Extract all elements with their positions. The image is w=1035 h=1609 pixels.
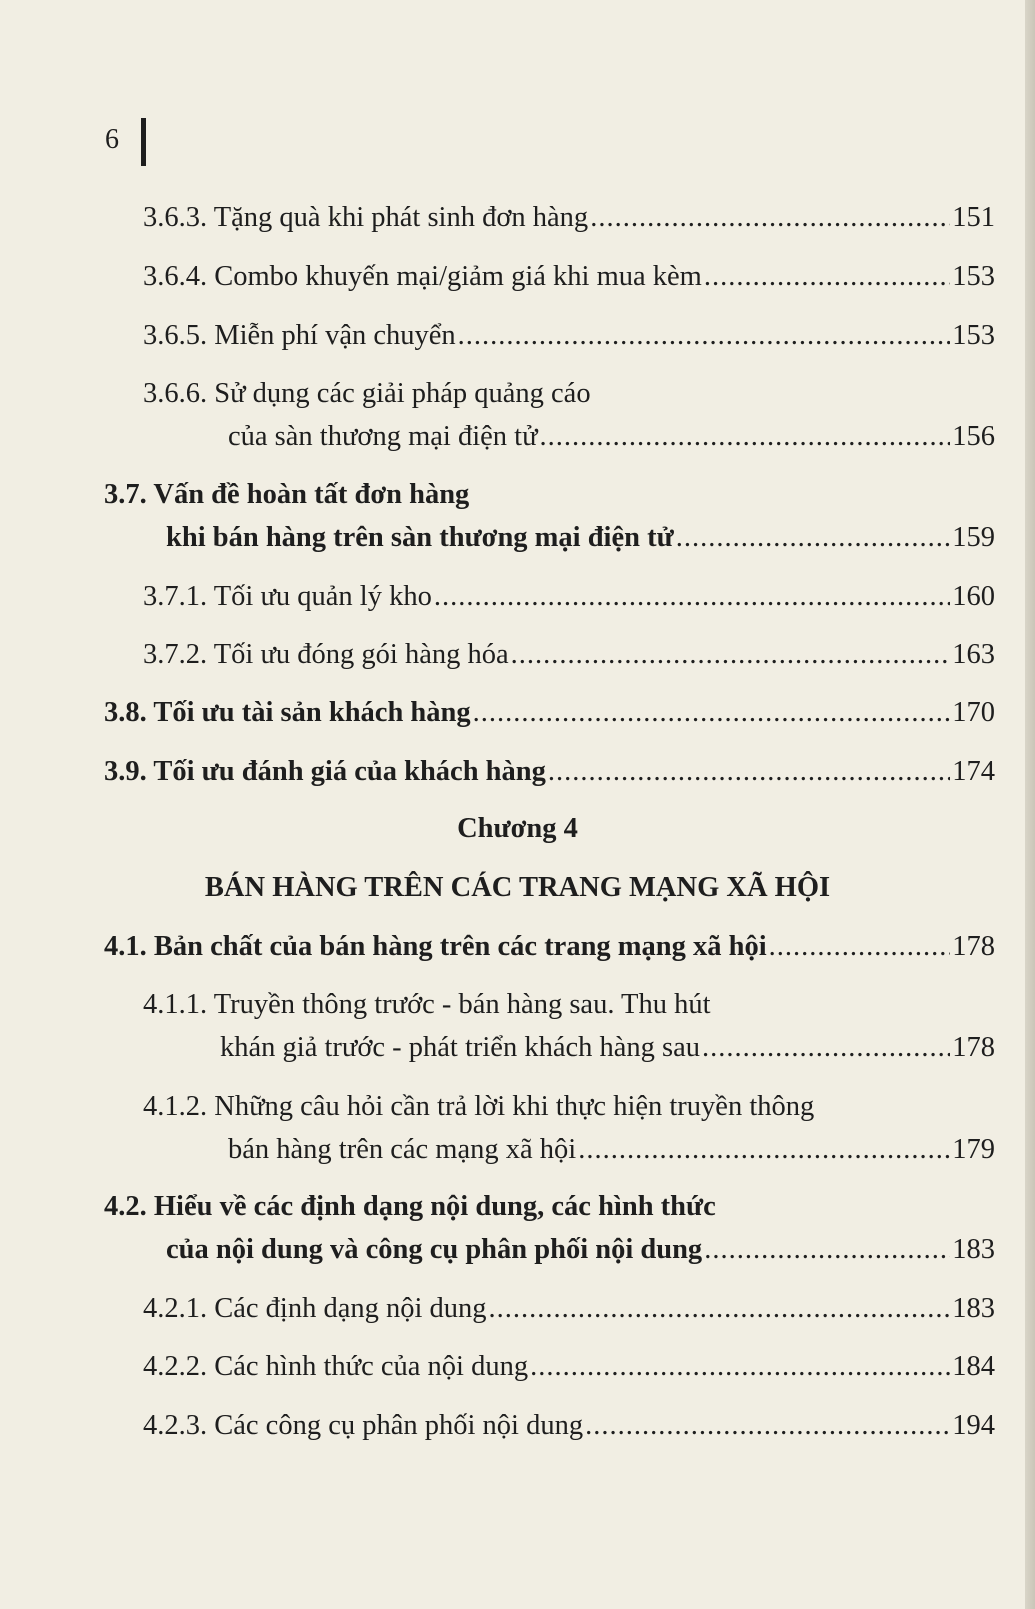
toc-entry-3-7-line1[interactable]	[104, 479, 469, 511]
entry-number: 4.2.	[104, 1191, 147, 1222]
chapter-label: Chương 4	[457, 813, 578, 844]
toc-entry-4-2-1[interactable]	[143, 1293, 995, 1325]
entry-title: Combo khuyến mại/giảm giá khi mua kèm	[214, 261, 702, 292]
leader-dots	[704, 261, 950, 293]
entry-number: 3.7.	[104, 479, 147, 510]
toc-entry-4-1-1-line1[interactable]	[143, 989, 711, 1021]
page-edge	[1025, 0, 1035, 1609]
entry-number: 4.2.2.	[143, 1351, 208, 1382]
toc-entry-3-9[interactable]	[104, 756, 995, 788]
entry-title: Những câu hỏi cần trả lời khi thực hiện truyền thông	[214, 1091, 815, 1122]
entry-page: 156	[952, 421, 995, 452]
leader-dots	[434, 581, 950, 613]
page-number: 6	[105, 124, 119, 155]
entry-title: bán hàng trên các mạng xã hội	[228, 1134, 577, 1165]
entry-page: 153	[952, 320, 995, 351]
entry-title: Sử dụng các giải pháp quảng cáo	[214, 378, 591, 409]
entry-number: 4.1.1.	[143, 989, 208, 1020]
toc-entry-3-6-6-line1[interactable]	[143, 378, 591, 410]
entry-page: 160	[952, 581, 995, 612]
toc-entry-4-1-1-line2[interactable]	[220, 1032, 995, 1064]
entry-page: 184	[952, 1351, 995, 1382]
leader-dots	[530, 1351, 950, 1383]
toc-entry-4-1[interactable]	[104, 931, 995, 963]
toc-entry-3-8[interactable]	[104, 697, 995, 729]
entry-title: của sàn thương mại điện tử	[228, 421, 538, 452]
header-rule	[141, 118, 146, 166]
entry-title: Các định dạng nội dung	[214, 1293, 487, 1324]
entry-title: Bản chất của bán hàng trên các trang mạng xã hội	[153, 931, 767, 962]
entry-title: khán giả trước - phát triển khách hàng sau	[220, 1032, 701, 1063]
leader-dots	[473, 697, 951, 729]
entry-page: 179	[952, 1134, 995, 1165]
entry-page: 163	[952, 639, 995, 670]
entry-title: Các công cụ phân phối nội dung	[214, 1410, 584, 1441]
leader-dots	[458, 320, 951, 352]
entry-title: Tặng quà khi phát sinh đơn hàng	[213, 202, 589, 233]
entry-number: 4.1.	[104, 931, 147, 962]
leader-dots	[676, 522, 951, 554]
entry-title: của nội dung và công cụ phân phối nội dung	[166, 1234, 703, 1265]
entry-title: Miễn phí vận chuyển	[214, 320, 456, 351]
leader-dots	[702, 1032, 950, 1064]
toc-entry-3-6-5[interactable]	[143, 320, 995, 352]
entry-number: 4.2.3.	[143, 1410, 208, 1441]
leader-dots	[769, 931, 951, 963]
entry-page: 170	[952, 697, 995, 728]
leader-dots	[489, 1293, 951, 1325]
toc-entry-4-2-2[interactable]	[143, 1351, 995, 1383]
entry-page: 178	[952, 1032, 995, 1063]
entry-title: Tối ưu quản lý kho	[213, 581, 432, 612]
entry-page: 183	[952, 1293, 995, 1324]
entry-page: 178	[952, 931, 995, 962]
entry-number: 3.9.	[104, 756, 147, 787]
entry-page: 183	[952, 1234, 995, 1265]
entry-number: 3.6.3.	[143, 202, 208, 233]
leader-dots	[704, 1234, 950, 1266]
entry-page: 151	[952, 202, 995, 233]
toc-entry-4-1-2-line2[interactable]	[228, 1134, 995, 1166]
leader-dots	[548, 756, 950, 788]
toc-entry-4-2-line2[interactable]	[166, 1234, 995, 1266]
entry-title: Hiểu về các định dạng nội dung, các hình thức	[153, 1191, 716, 1222]
entry-number: 3.6.4.	[143, 261, 208, 292]
toc-entry-3-6-6-line2[interactable]	[228, 421, 995, 453]
leader-dots	[540, 421, 951, 453]
toc-entry-4-2-line1[interactable]	[104, 1191, 716, 1223]
toc-entry-3-6-4[interactable]	[143, 261, 995, 293]
toc-entry-3-7-1[interactable]	[143, 581, 995, 613]
chapter-title: BÁN HÀNG TRÊN CÁC TRANG MẠNG XÃ HỘI	[204, 872, 831, 903]
toc-entry-3-7-line2[interactable]	[166, 522, 995, 554]
toc-entry-3-6-3[interactable]	[143, 202, 995, 234]
entry-number: 3.6.5.	[143, 320, 208, 351]
leader-dots	[578, 1134, 950, 1166]
leader-dots	[585, 1410, 950, 1442]
leader-dots	[511, 639, 951, 671]
toc-entry-3-7-2[interactable]	[143, 639, 995, 671]
toc-entry-4-2-3[interactable]	[143, 1410, 995, 1442]
entry-page: 194	[952, 1410, 995, 1441]
entry-title: Các hình thức của nội dung	[214, 1351, 529, 1382]
entry-number: 3.7.2.	[143, 639, 208, 670]
entry-title: khi bán hàng trên sàn thương mại điện tử	[166, 522, 674, 553]
entry-number: 3.6.6.	[143, 378, 208, 409]
entry-title: Vấn đề hoàn tất đơn hàng	[153, 479, 470, 510]
toc-entry-4-1-2-line1[interactable]	[143, 1091, 814, 1123]
leader-dots	[590, 202, 950, 234]
entry-title: Tối ưu tài sản khách hàng	[153, 697, 471, 728]
entry-number: 3.7.1.	[143, 581, 208, 612]
entry-page: 153	[952, 261, 995, 292]
entry-number: 4.1.2.	[143, 1091, 208, 1122]
entry-title: Tối ưu đánh giá của khách hàng	[153, 756, 546, 787]
entry-title: Tối ưu đóng gói hàng hóa	[213, 639, 509, 670]
entry-number: 4.2.1.	[143, 1293, 208, 1324]
entry-title: Truyền thông trước - bán hàng sau. Thu hút	[213, 989, 711, 1020]
entry-page: 159	[952, 522, 995, 553]
entry-page: 174	[952, 756, 995, 787]
entry-number: 3.8.	[104, 697, 147, 728]
